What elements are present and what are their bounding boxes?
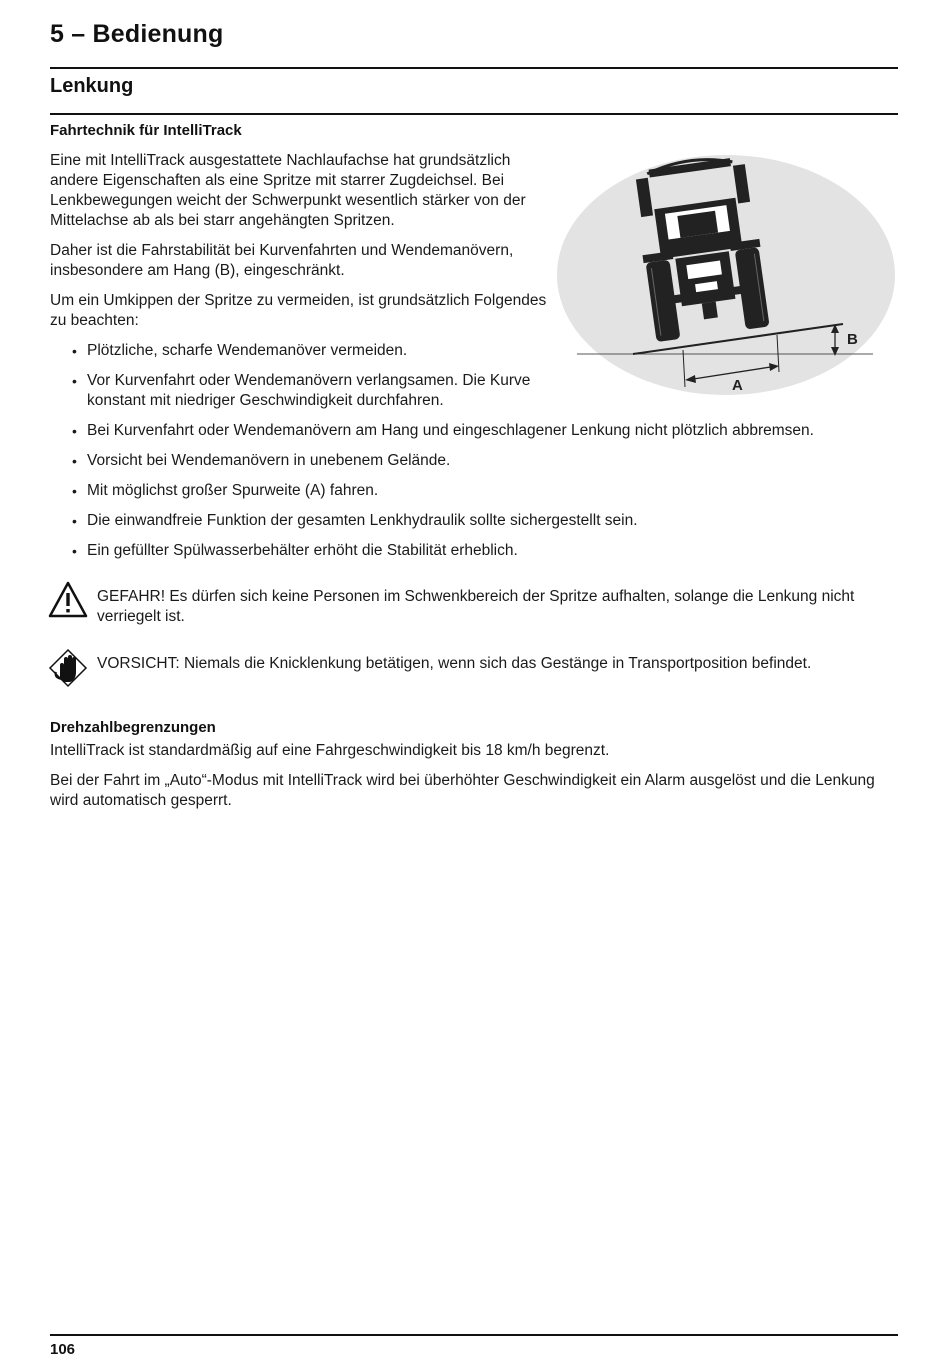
figure-label-a: A: [732, 377, 743, 394]
bullet-item: • Bei Kurvenfahrt oder Wendemanövern am Hang und eingeschlagener Lenkung nicht plötzlich abbremsen.: [87, 421, 887, 441]
bullet-item: • Vor Kurvenfahrt oder Wendemanövern verlangsamen. Die Kurve konstant mit niedriger Geschwindigkeit durchfahren.: [87, 371, 539, 411]
auto-mode-paragraph: Bei der Fahrt im „Auto“-Modus mit IntelliTrack wird bei überhöhter Geschwindigkeit ein Alarm ausgelöst und die Lenkung wird automatisch gesperrt.: [50, 772, 875, 809]
speed-limit-paragraph: IntelliTrack ist standardmäßig auf eine Fahrgeschwindigkeit bis 18 km/h begrenzt.: [50, 742, 610, 759]
bullet-item: • Vorsicht bei Wendemanövern in unebenem Gelände.: [87, 451, 887, 471]
danger-notice-text: GEFAHR! Es dürfen sich keine Personen im Schwenkbereich der Spritze aufhalten, solange die Lenkung nicht verriegelt ist.: [97, 588, 855, 625]
figure-label-b: B: [847, 331, 858, 348]
stability-paragraph: Daher ist die Fahrstabilität bei Kurvenfahrten und Wendemanövern, insbesondere am Hang (B), eingeschränkt.: [50, 242, 514, 279]
subsection-title-fahrtechnik: Fahrtechnik für IntelliTrack: [50, 122, 242, 139]
page-number: 106: [50, 1341, 76, 1358]
chapter-rule: [50, 67, 898, 69]
bullet-item: • Mit möglichst großer Spurweite (A) fahren.: [87, 481, 887, 501]
subsection-title-drehzahl: Drehzahlbegrenzungen: [50, 719, 216, 736]
section-title: Lenkung: [50, 75, 134, 97]
section-rule: [50, 113, 898, 115]
caution-notice-text: VORSICHT: Niemals die Knicklenkung betätigen, wenn sich das Gestänge in Transportposition befindet.: [97, 655, 812, 672]
tractor-slope-illustration: [555, 150, 900, 400]
instructions-intro-paragraph: Um ein Umkippen der Spritze zu vermeiden, ist grundsätzlich Folgendes zu beachten:: [50, 292, 547, 329]
intro-paragraph: Eine mit IntelliTrack ausgestattete Nachlaufachse hat grundsätzlich andere Eigenschaften als eine Spritze mit starrer Zugdeichsel. Bei Lenkbewegungen weicht der Schwerpunkt wesentlich stärker von der Mittelachse ab als bei starr angehängten Spritzen.: [50, 152, 526, 229]
bullet-item: • Plötzliche, scharfe Wendemanöver vermeiden.: [87, 341, 527, 361]
bullet-item: • Die einwandfreie Funktion der gesamten Lenkhydraulik sollte sichergestellt sein.: [87, 511, 887, 531]
footer-rule: [50, 1334, 898, 1336]
warning-triangle-icon: [48, 580, 88, 620]
caution-hand-icon: [48, 648, 88, 688]
bullet-item: • Ein gefüllter Spülwasserbehälter erhöht die Stabilität erheblich.: [87, 541, 887, 561]
chapter-title: 5 – Bedienung: [50, 20, 224, 48]
